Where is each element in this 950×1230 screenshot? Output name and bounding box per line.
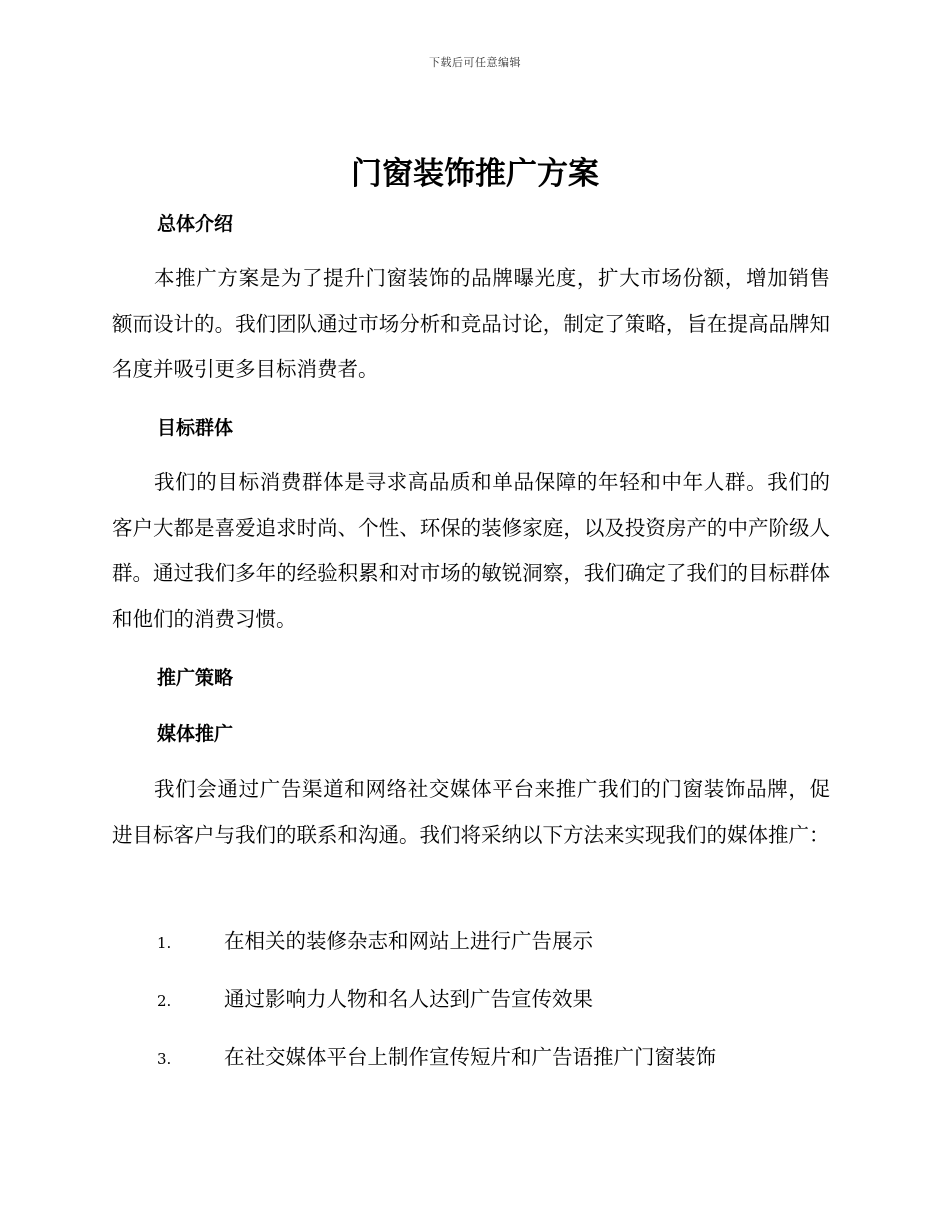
paragraph-media: 我们会通过广告渠道和网络社交媒体平台来推广我们的门窗装饰品牌，促进目标客户与我们的联系和沟通。我们将采纳以下方法来实现我们的媒体推广： bbox=[112, 777, 830, 847]
paragraph-overview: 本推广方案是为了提升门窗装饰的品牌曝光度，扩大市场份额，增加销售额而设计的。我们团队通过市场分析和竞品讨论，制定了策略，旨在提高品牌知名度并吸引更多目标消费者。 bbox=[112, 266, 830, 381]
list-item-number: 2. bbox=[157, 992, 172, 1010]
list-item-number: 3. bbox=[157, 1050, 172, 1068]
section-heading-target: 目标群体 bbox=[157, 417, 234, 439]
document-title: 门窗装饰推广方案 bbox=[351, 156, 599, 192]
section-heading-media: 媒体推广 bbox=[157, 723, 234, 745]
list-item-text: 通过影响力人物和名人达到广告宣传效果 bbox=[224, 987, 593, 1011]
section-heading-strategy: 推广策略 bbox=[157, 667, 234, 689]
list-item-text: 在相关的装修杂志和网站上进行广告展示 bbox=[224, 929, 593, 953]
list-item bbox=[157, 982, 817, 1012]
list-item bbox=[157, 924, 817, 954]
section-heading-overview: 总体介绍 bbox=[157, 213, 234, 235]
list-item bbox=[157, 1040, 817, 1070]
paragraph-target: 我们的目标消费群体是寻求高品质和单品保障的年轻和中年人群。我们的客户大都是喜爱追求时尚、个性、环保的装修家庭，以及投资房产的中产阶级人群。通过我们多年的经验积累和对市场的敏锐洞察，我们确定了我们的目标群体和他们的消费习惯。 bbox=[112, 470, 830, 631]
page-header-note: 下载后可任意编辑 bbox=[429, 56, 521, 69]
list-item-number: 1. bbox=[157, 934, 172, 952]
list-item-text: 在社交媒体平台上制作宣传短片和广告语推广门窗装饰 bbox=[224, 1045, 716, 1069]
